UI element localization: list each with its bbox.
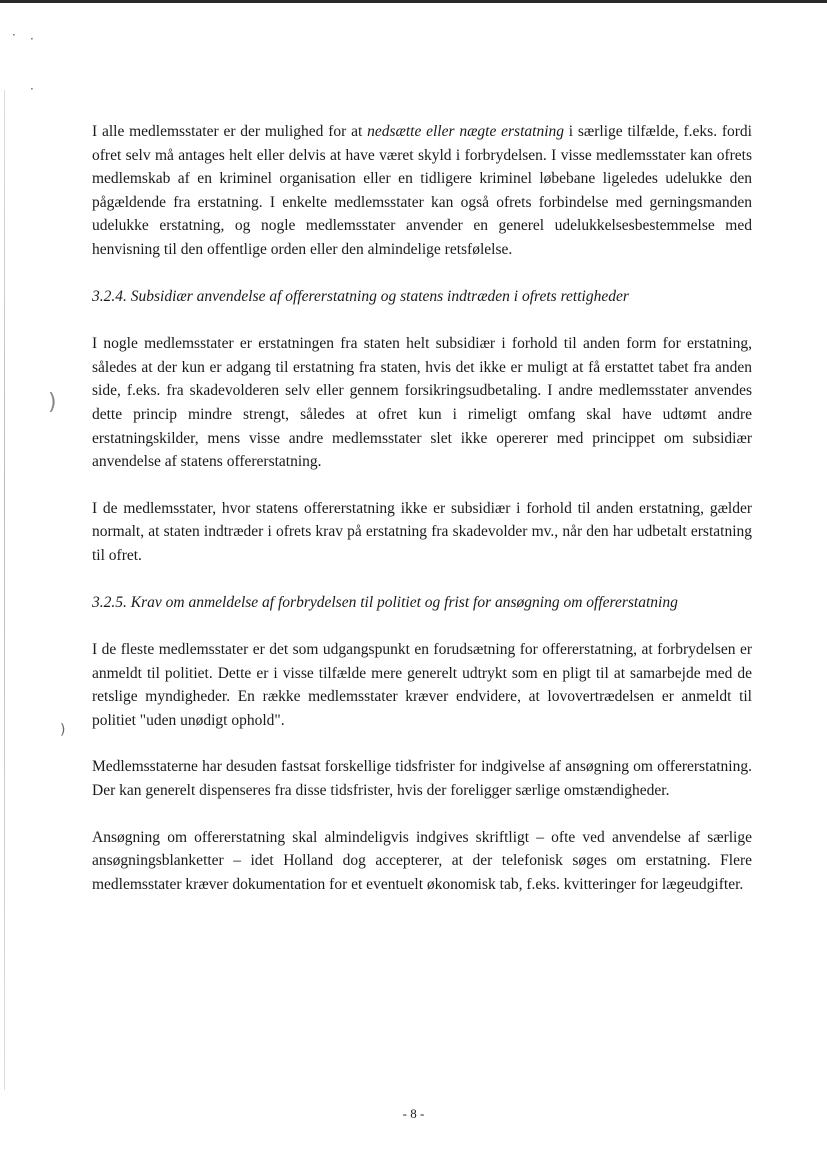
paragraph-subsidiary: I nogle medlemsstater er erstatningen fra staten helt subsidiær i forhold til anden form for erstatning, således at der kun er adgang til erstatning fra staten, hvis det ikke er muligt at få erstattet tabet fra anden side, f.eks. fra skadevolderen selv eller gennem forsikringsudbetaling. I andre medlemsstater anvendes dette princip mindre strengt, således at ofret kun i rimeligt omfang skal have udtømt andre erstatningskilder, mens visse andre medlemsstater slet ikke opererer med princippet om subsidiær anvendelse af statens offererstatning. (92, 335, 752, 471)
paragraph-text: i særlige tilfælde, f.eks. fordi ofret selv må antages helt eller delvis at have været skyld i forbrydelsen. I visse medlemsstater kan ofrets medlemskab af en kriminel organisation eller en tidligere kriminel løbebane ligeledes udelukke den pågældende fra erstatning. I enkelte medlemsstater kan også ofrets forbindelse med gerningsmanden udelukke erstatning, og nogle medlemsstater anvender en generel udelukkelsesbestemmelse med henvisning til den offentlige orden eller den almindelige retsfølelse. (92, 123, 752, 258)
paragraph-police-report: I de fleste medlemsstater er det som udgangspunkt en forudsætning for offererstatning, at forbrydelsen er anmeldt til politiet. Dette er i visse tilfælde mere generelt udtrykt som en pligt til at samarbejde med de retslige myndigheder. En række medlemsstater kræver endvidere, at lovovertrædelsen er anmeldt til politiet "uden unødigt ophold". (92, 641, 752, 729)
page-body (92, 120, 752, 896)
paragraph-state-subrogation: I de medlemsstater, hvor statens offererstatning ikke er subsidiær i forhold til anden erstatning, gælder normalt, at staten indtræder i ofrets krav på erstatning fra skadevolder mv., når den har udbetalt erstatning til ofret. (92, 499, 752, 564)
scan-speck: · (30, 82, 34, 96)
scan-speck: · (12, 28, 16, 42)
emphasis-text: nedsætte eller nægte erstatning (367, 123, 564, 140)
section-heading-3-2-4: 3.2.4. Subsidiær anvendelse af offererstatning og statens indtræden i ofrets rettigheder (92, 287, 629, 305)
paragraph-application: Ansøgning om offererstatning skal almindeligvis indgives skriftligt – ofte ved anvendelse af særlige ansøgningsblanketter – idet Holland dog accepterer, at der telefonisk søges om erstatning. Flere medlemsstater kræver dokumentation for et eventuelt økonomisk tab, f.eks. kvitteringer for lægeudgifter. (92, 828, 752, 893)
scan-bracket-mark: ) (60, 722, 66, 738)
paragraph-time-limits: Medlemsstaterne har desuden fastsat forskellige tidsfrister for indgivelse af ansøgning om offererstatning. Der kan generelt dispenseres fra disse tidsfrister, hvis der foreligger særlige omstændigheder. (92, 758, 752, 800)
paragraph-text: I alle medlemsstater er der mulighed for at (92, 123, 368, 140)
section-heading-3-2-5: 3.2.5. Krav om anmeldelse af forbrydelsen til politiet og frist for ansøgning om offererstatning (92, 593, 678, 611)
page-number: - 8 - (402, 1106, 425, 1121)
scan-left-edge (4, 90, 5, 1090)
paragraph-compensation-reduction (92, 120, 752, 262)
scan-bracket-mark: ) (48, 390, 57, 415)
scan-speck: · (30, 32, 34, 46)
top-border-rule (0, 0, 827, 3)
